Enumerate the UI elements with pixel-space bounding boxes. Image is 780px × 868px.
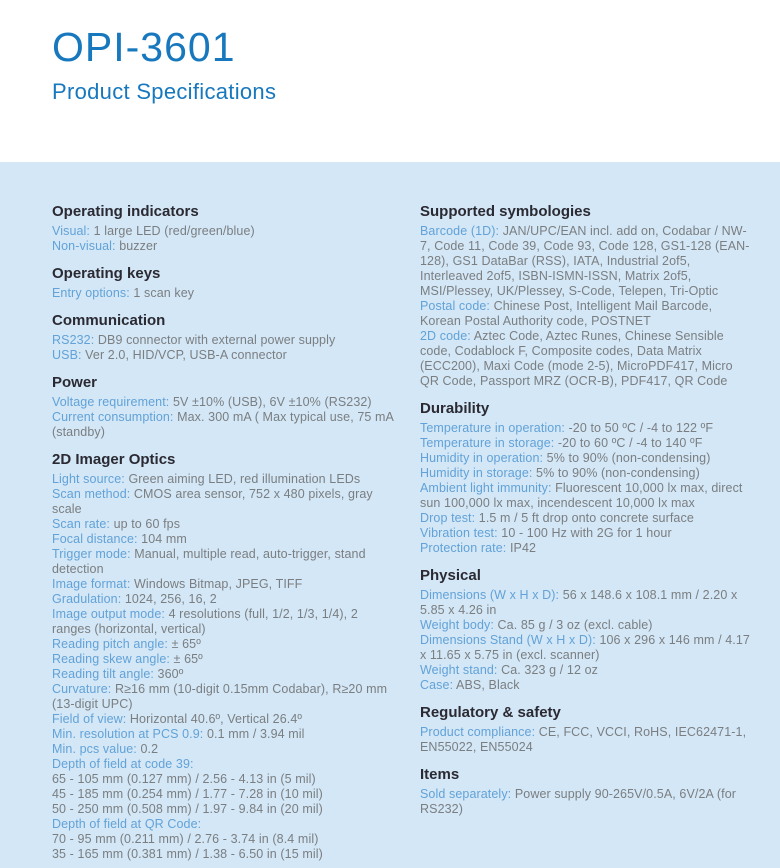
spec-entry: [420, 725, 750, 755]
spec-label: Reading skew angle:: [52, 652, 170, 666]
spec-label: Min. pcs value:: [52, 742, 137, 756]
spec-label: USB:: [52, 348, 82, 362]
spec-label: Dimensions Stand (W x H x D):: [420, 633, 596, 647]
page-header: [0, 0, 780, 103]
section-entries: [52, 224, 397, 254]
spec-label: Weight stand:: [420, 663, 498, 677]
spec-value: 56 x 148.6 x 108.1 mm / 2.20 x 5.85 x 4.26 in: [420, 588, 738, 617]
product-title: OPI-3601: [52, 24, 236, 70]
spec-entry: [52, 224, 397, 239]
spec-label: Scan rate:: [52, 517, 110, 531]
spec-label: Protection rate:: [420, 541, 507, 555]
spec-entry: [420, 678, 750, 693]
spec-label: Vibration test:: [420, 526, 498, 540]
spec-entry: [420, 511, 750, 526]
spec-value: 10 - 100 Hz with 2G for 1 hour: [501, 526, 672, 540]
spec-entry: [52, 395, 397, 410]
section-entries: [52, 395, 397, 440]
spec-label: Reading pitch angle:: [52, 637, 168, 651]
spec-entry: [52, 577, 397, 592]
spec-section: [420, 766, 750, 817]
spec-section: [420, 203, 750, 389]
spec-value: ABS, Black: [456, 678, 520, 692]
spec-value: 106 x 296 x 146 mm / 4.17 x 11.65 x 5.75 in (excl. scanner): [420, 633, 750, 662]
spec-label: Postal code:: [420, 299, 490, 313]
spec-value: Windows Bitmap, JPEG, TIFF: [134, 577, 303, 591]
spec-entry: [52, 727, 397, 742]
spec-section: [52, 203, 397, 254]
section-heading: Supported symbologies: [420, 203, 591, 220]
spec-entry: [420, 466, 750, 481]
spec-entry: [52, 517, 397, 532]
spec-section: [52, 374, 397, 440]
spec-value: Ver 2.0, HID/VCP, USB-A connector: [85, 348, 287, 362]
spec-entry: [420, 787, 750, 817]
spec-value: Max. 300 mA ( Max typical use, 75 mA (standby): [52, 410, 394, 439]
spec-value: Aztec Code, Aztec Runes, Chinese Sensible code, Codablock F, Composite codes, Data Matrix (ECC200), Maxi Code (mode 2-5), MicroPDF417, Micro QR Code, Passport MRZ (OCR-B), PDF417, QR Code: [420, 329, 733, 388]
spec-label: Visual:: [52, 224, 90, 238]
spec-label: Depth of field at QR Code:: [52, 817, 202, 831]
spec-entry: [420, 224, 750, 299]
section-entries: [52, 286, 397, 301]
spec-label: Humidity in operation:: [420, 451, 544, 465]
spec-column-left: [52, 203, 397, 868]
spec-entry: [52, 532, 397, 547]
spec-value: 0.1 mm / 3.94 mil: [206, 727, 305, 741]
spec-value: Ca. 85 g / 3 oz (excl. cable): [497, 618, 653, 632]
spec-entry: [52, 333, 397, 348]
spec-entry: [52, 652, 397, 667]
spec-entry: [52, 667, 397, 682]
spec-label: Weight body:: [420, 618, 494, 632]
spec-value: -20 to 60 ºC / -4 to 140 ºF: [557, 436, 703, 450]
spec-entry: [52, 802, 397, 817]
section-entries: [420, 224, 750, 389]
spec-value: 50 - 250 mm (0.508 mm) / 1.97 - 9.84 in (20 mil): [52, 802, 323, 816]
spec-label: Curvature:: [52, 682, 112, 696]
spec-entry: [420, 526, 750, 541]
spec-section: [52, 312, 397, 363]
spec-entry: [52, 682, 397, 712]
spec-section: [420, 704, 750, 755]
spec-entry: [52, 757, 397, 772]
spec-value: CMOS area sensor, 752 x 480 pixels, gray scale: [52, 487, 373, 516]
spec-entry: [420, 588, 750, 618]
spec-section: [420, 400, 750, 556]
section-heading: Durability: [420, 400, 490, 417]
spec-entry: [420, 541, 750, 556]
section-entries: [420, 725, 750, 755]
section-heading: Communication: [52, 312, 166, 329]
spec-label: 2D code:: [420, 329, 471, 343]
spec-value: Horizontal 40.6º, Vertical 26.4º: [129, 712, 303, 726]
spec-value: 1 large LED (red/green/blue): [93, 224, 255, 238]
spec-value: CE, FCC, VCCI, RoHS, IEC62471-1, EN55022, EN55024: [420, 725, 747, 754]
spec-entry: [420, 329, 750, 389]
section-heading: Operating indicators: [52, 203, 199, 220]
section-heading: Regulatory & safety: [420, 704, 561, 721]
spec-entry: [420, 633, 750, 663]
section-heading: Power: [52, 374, 98, 391]
spec-value: Manual, multiple read, auto-trigger, stand detection: [52, 547, 366, 576]
spec-value: 1024, 256, 16, 2: [124, 592, 217, 606]
spec-entry: [52, 547, 397, 577]
spec-label: Current consumption:: [52, 410, 174, 424]
spec-label: Case:: [420, 678, 454, 692]
spec-value: 360º: [157, 667, 184, 681]
spec-label: Entry options:: [52, 286, 130, 300]
spec-value: Power supply 90-265V/0.5A, 6V/2A (for RS232): [420, 787, 737, 816]
spec-value: 45 - 185 mm (0.254 mm) / 1.77 - 7.28 in (10 mil): [52, 787, 323, 801]
spec-label: Min. resolution at PCS 0.9:: [52, 727, 204, 741]
spec-entry: [52, 787, 397, 802]
spec-entry: [420, 421, 750, 436]
spec-label: Non-visual:: [52, 239, 116, 253]
spec-label: Sold separately:: [420, 787, 512, 801]
spec-panel: [0, 162, 780, 868]
spec-entry: [420, 663, 750, 678]
spec-value: 4 resolutions (full, 1/2, 1/3, 1/4), 2 ranges (horizontal, vertical): [52, 607, 358, 636]
spec-value: DB9 connector with external power supply: [97, 333, 336, 347]
spec-value: ± 65º: [173, 652, 203, 666]
spec-value: Chinese Post, Intelligent Mail Barcode, Korean Postal Authority code, POSTNET: [420, 299, 713, 328]
section-heading: 2D Imager Optics: [52, 451, 176, 468]
spec-value: 5V ±10% (USB), 6V ±10% (RS232): [172, 395, 372, 409]
spec-label: Gradulation:: [52, 592, 122, 606]
spec-value: Ca. 323 g / 12 oz: [501, 663, 598, 677]
spec-entry: [52, 239, 397, 254]
spec-value: 1 scan key: [133, 286, 195, 300]
section-entries: [420, 787, 750, 817]
spec-label: Trigger mode:: [52, 547, 131, 561]
spec-value: 65 - 105 mm (0.127 mm) / 2.56 - 4.13 in (5 mil): [52, 772, 316, 786]
spec-value: JAN/UPC/EAN incl. add on, Codabar / NW-7, Code 11, Code 39, Code 93, Code 128, GS1-128 (EAN-128), GS1 DataBar (RSS), IATA, Industrial 2of5, Interleaved 2of5, ISBN-ISMN-ISSN, Matrix 2of5, MSI/Plessey, UK/Plessey, S-Code, Telepen, Tri-Optic: [420, 224, 750, 298]
spec-entry: [52, 847, 397, 862]
spec-value: Fluorescent 10,000 lx max, direct sun 100,000 lx max, incendescent 10,000 lx max: [420, 481, 743, 510]
spec-label: Reading tilt angle:: [52, 667, 154, 681]
spec-label: Light source:: [52, 472, 125, 486]
section-heading: Items: [420, 766, 460, 783]
section-entries: [420, 421, 750, 556]
spec-entry: [52, 832, 397, 847]
spec-label: Temperature in operation:: [420, 421, 565, 435]
spec-section: [52, 265, 397, 301]
spec-label: Ambient light immunity:: [420, 481, 552, 495]
spec-label: RS232:: [52, 333, 95, 347]
spec-value: -20 to 50 ºC / -4 to 122 ºF: [568, 421, 714, 435]
spec-label: Product compliance:: [420, 725, 536, 739]
spec-label: Image format:: [52, 577, 131, 591]
section-heading: Physical: [420, 567, 481, 584]
spec-section: [52, 451, 397, 862]
spec-entry: [52, 817, 397, 832]
section-entries: [420, 588, 750, 693]
spec-value: 104 mm: [141, 532, 187, 546]
spec-column-right: [420, 203, 750, 868]
spec-value: up to 60 fps: [113, 517, 181, 531]
spec-label: Temperature in storage:: [420, 436, 555, 450]
spec-entry: [52, 348, 397, 363]
section-entries: [52, 472, 397, 862]
spec-entry: [52, 607, 397, 637]
spec-label: Voltage requirement:: [52, 395, 170, 409]
spec-label: Image output mode:: [52, 607, 165, 621]
spec-value: ± 65º: [171, 637, 201, 651]
spec-value: 5% to 90% (non-condensing): [536, 466, 700, 480]
spec-section: [420, 567, 750, 693]
spec-value: 5% to 90% (non-condensing): [546, 451, 711, 465]
spec-entry: [52, 712, 397, 727]
spec-label: Field of view:: [52, 712, 127, 726]
spec-entry: [52, 772, 397, 787]
spec-label: Barcode (1D):: [420, 224, 500, 238]
spec-value: 35 - 165 mm (0.381 mm) / 1.38 - 6.50 in (15 mil): [52, 847, 323, 861]
spec-label: Humidity in storage:: [420, 466, 533, 480]
spec-entry: [52, 410, 397, 440]
spec-entry: [52, 286, 397, 301]
spec-value: 70 - 95 mm (0.211 mm) / 2.76 - 3.74 in (8.4 mil): [52, 832, 319, 846]
page-subtitle: Product Specifications: [52, 79, 277, 104]
spec-entry: [420, 299, 750, 329]
spec-entry: [52, 472, 397, 487]
spec-label: Depth of field at code 39:: [52, 757, 194, 771]
spec-value: 0.2: [140, 742, 159, 756]
section-entries: [52, 333, 397, 363]
section-heading: Operating keys: [52, 265, 161, 282]
spec-value: 1.5 m / 5 ft drop onto concrete surface: [478, 511, 694, 525]
spec-label: Dimensions (W x H x D):: [420, 588, 560, 602]
spec-entry: [420, 451, 750, 466]
spec-value: R≥16 mm (10-digit 0.15mm Codabar), R≥20 mm (13-digit UPC): [52, 682, 388, 711]
spec-entry: [52, 592, 397, 607]
spec-entry: [420, 618, 750, 633]
spec-value: Green aiming LED, red illumination LEDs: [128, 472, 361, 486]
spec-label: Drop test:: [420, 511, 476, 525]
spec-entry: [52, 487, 397, 517]
spec-label: Focal distance:: [52, 532, 138, 546]
spec-value: buzzer: [119, 239, 158, 253]
spec-entry: [420, 481, 750, 511]
spec-entry: [52, 742, 397, 757]
spec-entry: [420, 436, 750, 451]
spec-value: IP42: [509, 541, 537, 555]
spec-entry: [52, 637, 397, 652]
spec-label: Scan method:: [52, 487, 131, 501]
